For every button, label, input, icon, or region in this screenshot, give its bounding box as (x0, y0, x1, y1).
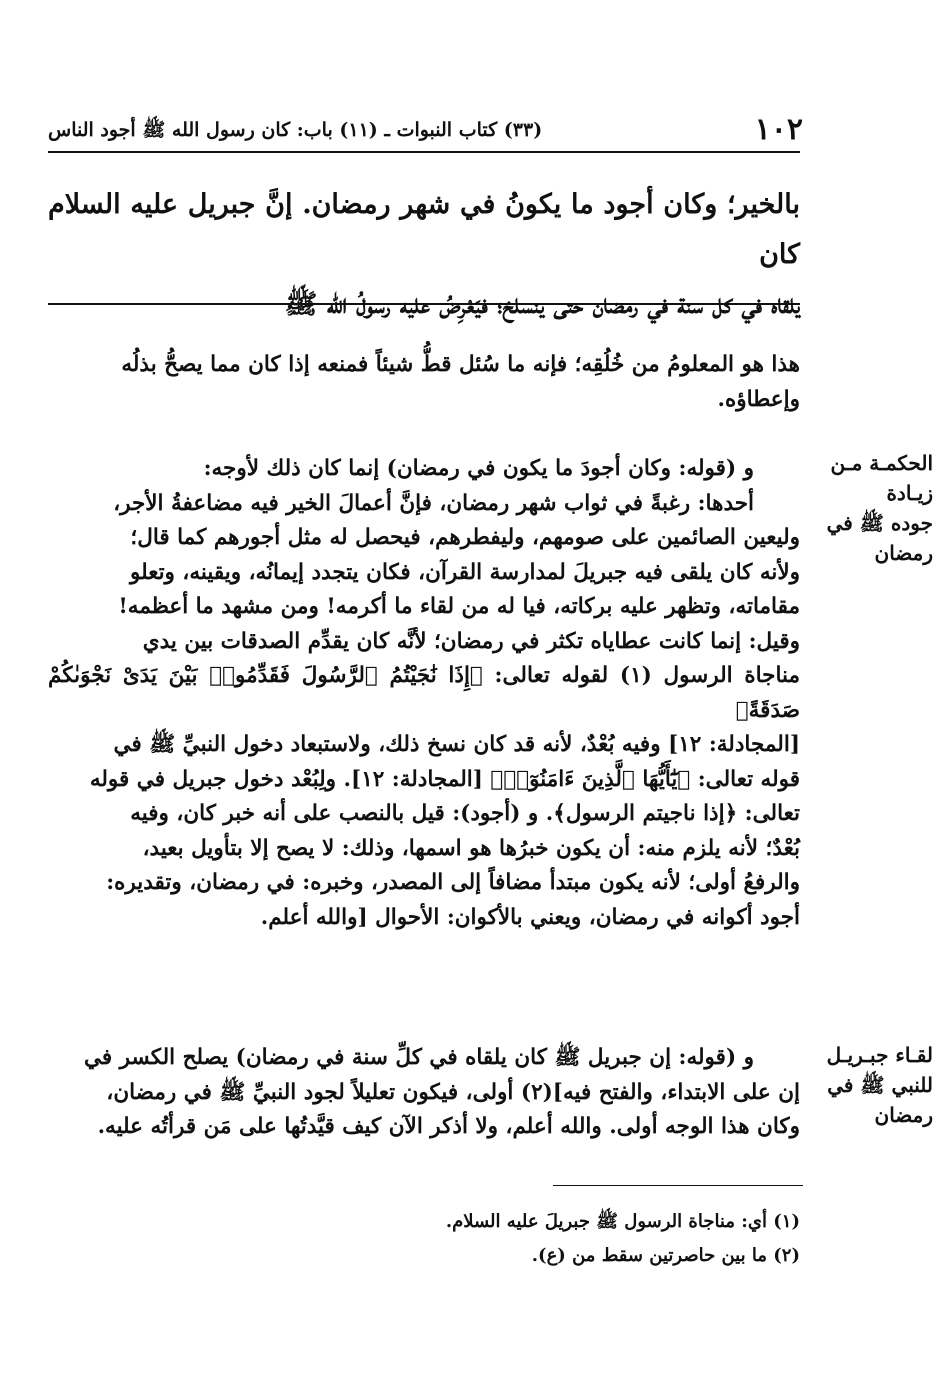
footnotes (48, 1205, 800, 1273)
page-number: ١٠٢ (754, 112, 803, 147)
margin-note-line: للنبي ﷺ في (827, 1073, 933, 1097)
margin-note-line: لقـاء جبـريـل (826, 1043, 933, 1067)
commentary-paragraph-3 (48, 1041, 800, 1145)
commentary-line: تعالى: ﴿إذا ناجيتم الرسول﴾. و (أجود): قيل بالنصب على أنه خبر كان، وفيه (130, 801, 800, 826)
commentary-line: والرفعُ أولى؛ لأنه يكون مبتدأ مضافاً إلى المصدر، وخبره: في رمضان، وتقديره: (106, 870, 800, 895)
commentary-line: وليعين الصائمين على صومهم، وليفطرهم، فيحصل له مثل أجورهم كما قال؛ (130, 525, 800, 550)
commentary-line: أحدها: رغبةً في ثواب شهر رمضان، فإنَّ أعمالَ الخير فيه مضاعفةُ الأجر، (113, 490, 754, 516)
commentary-line: بُعْدٌ؛ لأنه يلزم منه: أن يكون خبرُها هو اسمها، وذلك: لا يصح إلا بتأويل بعيد، (142, 835, 800, 861)
hadith-line: بالخير؛ وكان أجود ما يكونُ في شهر رمضان. إنَّ جبريل عليه السلام كان (48, 189, 800, 270)
commentary-line: إن على الابتداء، والفتح فيه](٢) أولى، فيكون تعليلاً لجود النبيِّ ﷺ في رمضان، (106, 1079, 800, 1105)
margin-note-line: رمضان (874, 1103, 933, 1127)
footnote: (١) أي: مناجاة الرسول ﷺ جبريلَ عليه السلام. (445, 1211, 800, 1232)
commentary-paragraph-1 (48, 348, 800, 417)
running-header (48, 112, 803, 148)
footnote-divider (553, 1185, 803, 1186)
commentary-line: و (قوله: إن جبريل ﷺ كان يلقاه في كلِّ سنة في رمضان) يصلح الكسر في (83, 1045, 754, 1070)
margin-note-line: جوده ﷺ في (826, 511, 933, 535)
hadith-line: يلقاه في كل سنة في رمضان حتى ينسلخ؛ فيَعْرِضُ عليه رسولُ الله ﷺ (284, 289, 800, 320)
commentary-line: وإعطاؤه. (717, 386, 800, 412)
commentary-line: و (قوله: وكان أجودَ ما يكون في رمضان) إنما كان ذلك لأوجه: (203, 456, 754, 481)
margin-note-line: زيـادة (886, 481, 933, 505)
commentary-line: هذا هو المعلومُ من خُلُقِه؛ فإنه ما سُئل قطُّ شيئاً فمنعه إذا كان مما يصحُّ بذلُه (121, 352, 800, 377)
header-divider (48, 151, 800, 153)
commentary-line: وكان هذا الوجه أولى. والله أعلم، ولا أذكر الآن كيف قيَّدتُها على مَن قرأتُه عليه. (97, 1114, 800, 1139)
commentary-line: قوله تعالى: ﴿يَٰٓأَيُّهَا ٱلَّذِينَ ءَامَنُوٓا۟﴾ [المجادلة: ١٢]. ولِبُعْد دخول جبريل في قوله (89, 766, 800, 792)
commentary-line: مقاماته، وتظهر عليه بركاته، فيا له من لقاء ما أكرمه! ومن مشهد ما أعظمه! (118, 594, 800, 619)
commentary-line: مناجاة الرسول (١) لقوله تعالى: ﴿إِذَا نَٰجَيْتُمُ ٱلرَّسُولَ فَقَدِّمُوا۟ بَيْنَ يَدَىْ نَجْوَىٰكُمْ صَدَقَةً﴾ (48, 663, 801, 723)
margin-note-line: الحكمـة مـن (830, 451, 933, 475)
commentary-line: أجود أكوانه في رمضان، ويعني بالأكوان: الأحوال [والله أعلم. (260, 904, 800, 930)
commentary-line: ولأنه كان يلقى فيه جبريلَ لمدارسة القرآن، فكان يتجدد إيمانُه، ويقينه، وتعلو (129, 559, 800, 585)
commentary-paragraph-2 (48, 452, 800, 935)
margin-note-meeting (801, 1040, 933, 1130)
running-title: (٣٣) كتاب النبوات ـ (١١) باب: كان رسول الله ﷺ أجود الناس (48, 119, 543, 141)
commentary-line: وقيل: إنما كانت عطاياه تكثر في رمضان؛ لأنَّه كان يقدِّم الصدقات بين يدي (142, 628, 800, 654)
margin-note-wisdom (801, 448, 933, 568)
footnote: (٢) ما بين حاصرتين سقط من (ع). (531, 1245, 800, 1266)
commentary-line: [المجادلة: ١٢] وفيه بُعْدٌ، لأنه قد كان نسخ ذلك، ولاستبعاد دخول النبيِّ ﷺ في (113, 732, 800, 757)
hadith-text (48, 180, 800, 330)
hadith-divider (48, 303, 800, 305)
margin-note-line: رمضان (874, 541, 933, 565)
